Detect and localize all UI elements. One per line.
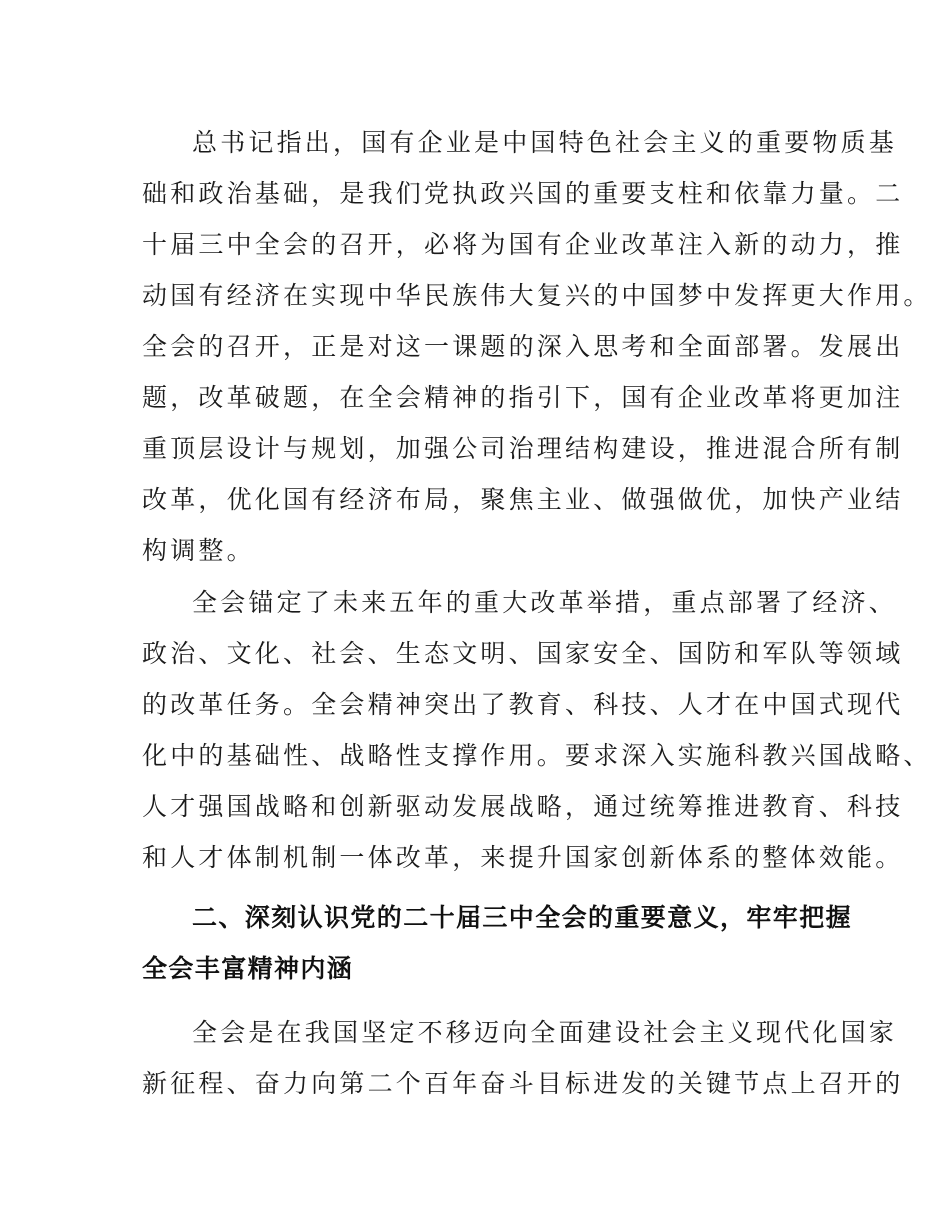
paragraph-2-line: 全会锚定了未来五年的重大改革举措，重点部署了经济、 <box>192 588 898 617</box>
paragraph-2-line: 政治、文化、社会、生态文明、国家安全、国防和军队等领域 <box>142 639 904 668</box>
paragraph-1-line: 十届三中全会的召开，必将为国有企业改革注入新的动力，推 <box>142 230 904 259</box>
section-heading: 全会丰富精神内涵 <box>142 954 354 983</box>
paragraph-3-line: 全会是在我国坚定不移迈向全面建设社会主义现代化国家 <box>192 1018 898 1047</box>
paragraph-1-line: 础和政治基础，是我们党执政兴国的重要支柱和依靠力量。二 <box>142 179 904 208</box>
paragraph-1-line: 构调整。 <box>142 536 255 565</box>
paragraph-2-line: 化中的基础性、战略性支撑作用。要求深入实施科教兴国战略、 <box>142 741 932 770</box>
paragraph-2-line: 和人才体制机制一体改革，来提升国家创新体系的整体效能。 <box>142 843 904 872</box>
paragraph-1-line: 题，改革破题，在全会精神的指引下，国有企业改革将更加注 <box>142 383 904 412</box>
paragraph-1-line: 重顶层设计与规划，加强公司治理结构建设，推进混合所有制 <box>142 434 904 463</box>
paragraph-2-line: 的改革任务。全会精神突出了教育、科技、人才在中国式现代 <box>142 690 904 719</box>
paragraph-1-line: 动国有经济在实现中华民族伟大复兴的中国梦中发挥更大作用。 <box>142 281 932 310</box>
paragraph-1-line: 全会的召开，正是对这一课题的深入思考和全面部署。发展出 <box>142 332 904 361</box>
paragraph-3-line: 新征程、奋力向第二个百年奋斗目标进发的关键节点上召开的 <box>142 1069 904 1098</box>
paragraph-1-line: 改革，优化国有经济布局，聚焦主业、做强做优，加快产业结 <box>142 485 904 514</box>
section-heading: 二、深刻认识党的二十届三中全会的重要意义，牢牢把握 <box>192 903 853 932</box>
paragraph-2-line: 人才强国战略和创新驱动发展战略，通过统筹推进教育、科技 <box>142 792 904 821</box>
paragraph-1-line: 总书记指出，国有企业是中国特色社会主义的重要物质基 <box>192 128 898 157</box>
